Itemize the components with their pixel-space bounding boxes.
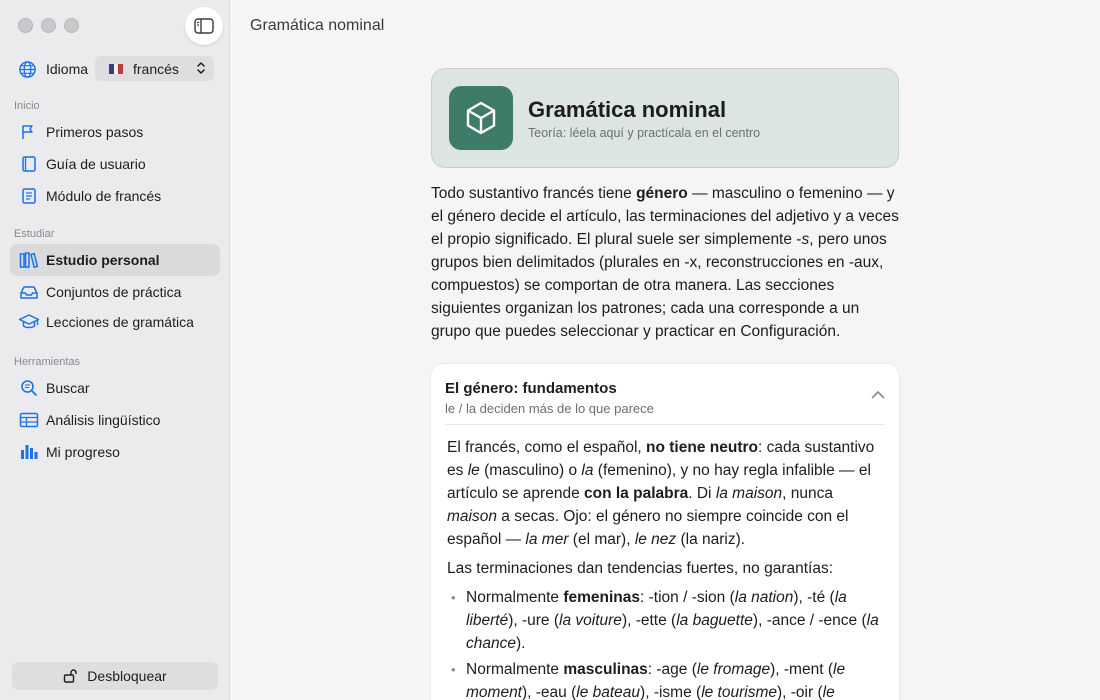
text: ). bbox=[515, 635, 526, 652]
endings-list bbox=[447, 586, 887, 700]
chevron-up-icon[interactable] bbox=[871, 390, 885, 399]
zoom-window-button[interactable] bbox=[64, 18, 79, 33]
text: (masculino) o bbox=[479, 462, 582, 479]
sidebar-item-label: Mi progreso bbox=[46, 444, 120, 460]
language-select-value: francés bbox=[133, 60, 179, 77]
section-card-genero bbox=[431, 364, 899, 700]
sidebar-item-modulo-frances[interactable] bbox=[10, 180, 220, 212]
sidebar-item-guia-usuario[interactable] bbox=[10, 148, 220, 180]
text-italic: le bateau bbox=[576, 684, 641, 700]
text-italic: le nez bbox=[634, 531, 677, 548]
text: . Di bbox=[688, 485, 716, 502]
books-icon bbox=[19, 251, 39, 269]
text: : cada sustantivo es bbox=[447, 439, 875, 479]
sidebar-item-label: Módulo de francés bbox=[46, 188, 162, 204]
language-select[interactable] bbox=[95, 56, 214, 81]
sidebar-item-label: Análisis lingüístico bbox=[46, 412, 161, 428]
list-item bbox=[447, 586, 887, 655]
sidebar-item-label: Guía de usuario bbox=[46, 156, 146, 172]
cube-icon bbox=[464, 100, 498, 136]
sidebar-item-conjuntos-practica[interactable] bbox=[10, 276, 220, 308]
text: (el mar), bbox=[568, 531, 635, 548]
text-italic: maison bbox=[447, 508, 497, 525]
card-paragraph bbox=[447, 436, 887, 551]
text: ), -oir ( bbox=[777, 684, 823, 700]
minimize-window-button[interactable] bbox=[41, 18, 56, 33]
sidebar-item-estudio-personal[interactable] bbox=[10, 244, 220, 276]
search-icon bbox=[20, 379, 38, 397]
unlocked-padlock-icon bbox=[63, 669, 79, 683]
text-bold: con la palabra bbox=[584, 485, 689, 502]
hero-banner bbox=[431, 68, 899, 168]
book-icon bbox=[20, 155, 38, 173]
text: ), -ette ( bbox=[621, 612, 677, 629]
sidebar-item-label: Lecciones de gramática bbox=[46, 314, 194, 330]
text: a secas. Ojo: el género no siempre coincide con el español — bbox=[447, 508, 849, 548]
text-bold: femeninas bbox=[563, 589, 641, 606]
list-item bbox=[447, 658, 887, 700]
sidebar-item-mi-progreso[interactable] bbox=[10, 436, 220, 468]
text: (la nariz). bbox=[676, 531, 746, 548]
text: ), -ment ( bbox=[770, 661, 833, 678]
text-italic: la bbox=[581, 462, 594, 479]
text: : -tion / -sion ( bbox=[640, 589, 735, 606]
sidebar-item-label: Conjuntos de práctica bbox=[46, 284, 182, 300]
window-title: Gramática nominal bbox=[250, 17, 385, 34]
up-down-chevron-icon bbox=[196, 61, 206, 75]
globe-icon bbox=[18, 60, 37, 79]
text-italic: le bbox=[467, 462, 480, 479]
graduation-cap-icon bbox=[18, 313, 40, 331]
document-icon bbox=[20, 187, 38, 205]
text-italic: la baguette bbox=[676, 612, 753, 629]
card-subtitle: le / la deciden más de lo que parece bbox=[445, 401, 654, 416]
text: ), -isme ( bbox=[640, 684, 702, 700]
hero-subtitle: Teoría: léela aquí y practícala en el centro bbox=[528, 126, 761, 140]
text: Normalmente bbox=[466, 661, 564, 678]
sidebar-item-label: Estudio personal bbox=[46, 252, 160, 268]
language-label: Idioma bbox=[46, 61, 89, 77]
text: El francés, como el español, bbox=[447, 439, 647, 456]
table-icon bbox=[19, 412, 39, 428]
text-italic: le tourisme bbox=[701, 684, 777, 700]
sidebar-item-label: Primeros pasos bbox=[46, 124, 144, 140]
text: , nunca bbox=[782, 485, 834, 502]
bar-chart-icon bbox=[19, 443, 39, 461]
text-bold: no tiene neutro bbox=[646, 439, 758, 456]
hero-icon-tile bbox=[449, 86, 513, 150]
sidebar bbox=[0, 0, 230, 700]
text-bold: masculinas bbox=[563, 661, 648, 678]
sidebar-item-buscar[interactable] bbox=[10, 372, 220, 404]
text-italic: la liberté bbox=[466, 589, 847, 629]
text: ), -eau ( bbox=[522, 684, 577, 700]
sidebar-item-primeros-pasos[interactable] bbox=[10, 116, 220, 148]
language-row bbox=[18, 56, 218, 82]
sidebar-item-lecciones-gramatica[interactable] bbox=[10, 306, 220, 338]
text: (femenino), y no hay regla infalible — el artículo se aprende bbox=[447, 462, 871, 502]
intro-bold: género bbox=[636, 185, 688, 202]
section-label-herramientas: Herramientas bbox=[14, 356, 81, 368]
text-italic: la mer bbox=[525, 531, 569, 548]
intro-text: — masculino o femenino — y el género decide el artículo, las terminaciones del adjetivo y a veces el propio significado. El plural suele ser simplemente - bbox=[431, 185, 899, 248]
text-italic: le moment bbox=[466, 661, 846, 700]
text-italic: la nation bbox=[734, 589, 794, 606]
text: : -age ( bbox=[647, 661, 697, 678]
text-italic: le fromage bbox=[696, 661, 771, 678]
hero-title: Gramática nominal bbox=[528, 97, 727, 122]
close-window-button[interactable] bbox=[18, 18, 33, 33]
text-italic: la voiture bbox=[559, 612, 622, 629]
sidebar-item-analisis[interactable] bbox=[10, 404, 220, 436]
main-content bbox=[231, 0, 1100, 700]
intro-italic: s bbox=[801, 231, 810, 248]
text-italic: la maison bbox=[715, 485, 783, 502]
text: ), -ance / -ence ( bbox=[752, 612, 867, 629]
card-body bbox=[447, 436, 887, 700]
sidebar-item-label: Buscar bbox=[46, 380, 90, 396]
text: ), -té ( bbox=[793, 589, 835, 606]
section-label-inicio: Inicio bbox=[14, 100, 40, 112]
tray-icon bbox=[19, 283, 39, 301]
intro-text: , pero unos grupos bien delimitados (plurales en -x, reconstrucciones en -aux, compuestos) se comportan de otra manera. Las secciones siguientes organizan los patrones; cada una corresponde a un grupo que puedes seleccionar y practicar en Configuración. bbox=[431, 231, 887, 340]
text-italic: la chance bbox=[466, 612, 879, 652]
window-controls bbox=[18, 18, 79, 33]
card-title[interactable]: El género: fundamentos bbox=[445, 380, 617, 397]
sidebar-toggle-button[interactable] bbox=[185, 7, 223, 45]
unlock-button-label: Desbloquear bbox=[87, 668, 167, 684]
section-label-estudiar: Estudiar bbox=[14, 228, 55, 240]
flag-icon bbox=[20, 123, 38, 141]
text-italic: le bbox=[822, 684, 835, 700]
flag-france-icon bbox=[109, 64, 123, 74]
card-paragraph: Las terminaciones dan tendencias fuertes, no garantías: bbox=[447, 560, 834, 577]
intro-text: Todo sustantivo francés tiene bbox=[431, 185, 637, 202]
intro-paragraph bbox=[431, 182, 903, 343]
sidebar-toggle-icon bbox=[194, 18, 214, 34]
text: Normalmente bbox=[466, 589, 564, 606]
unlock-button[interactable] bbox=[12, 662, 218, 690]
card-divider bbox=[445, 424, 885, 425]
text: ), -ure ( bbox=[508, 612, 560, 629]
